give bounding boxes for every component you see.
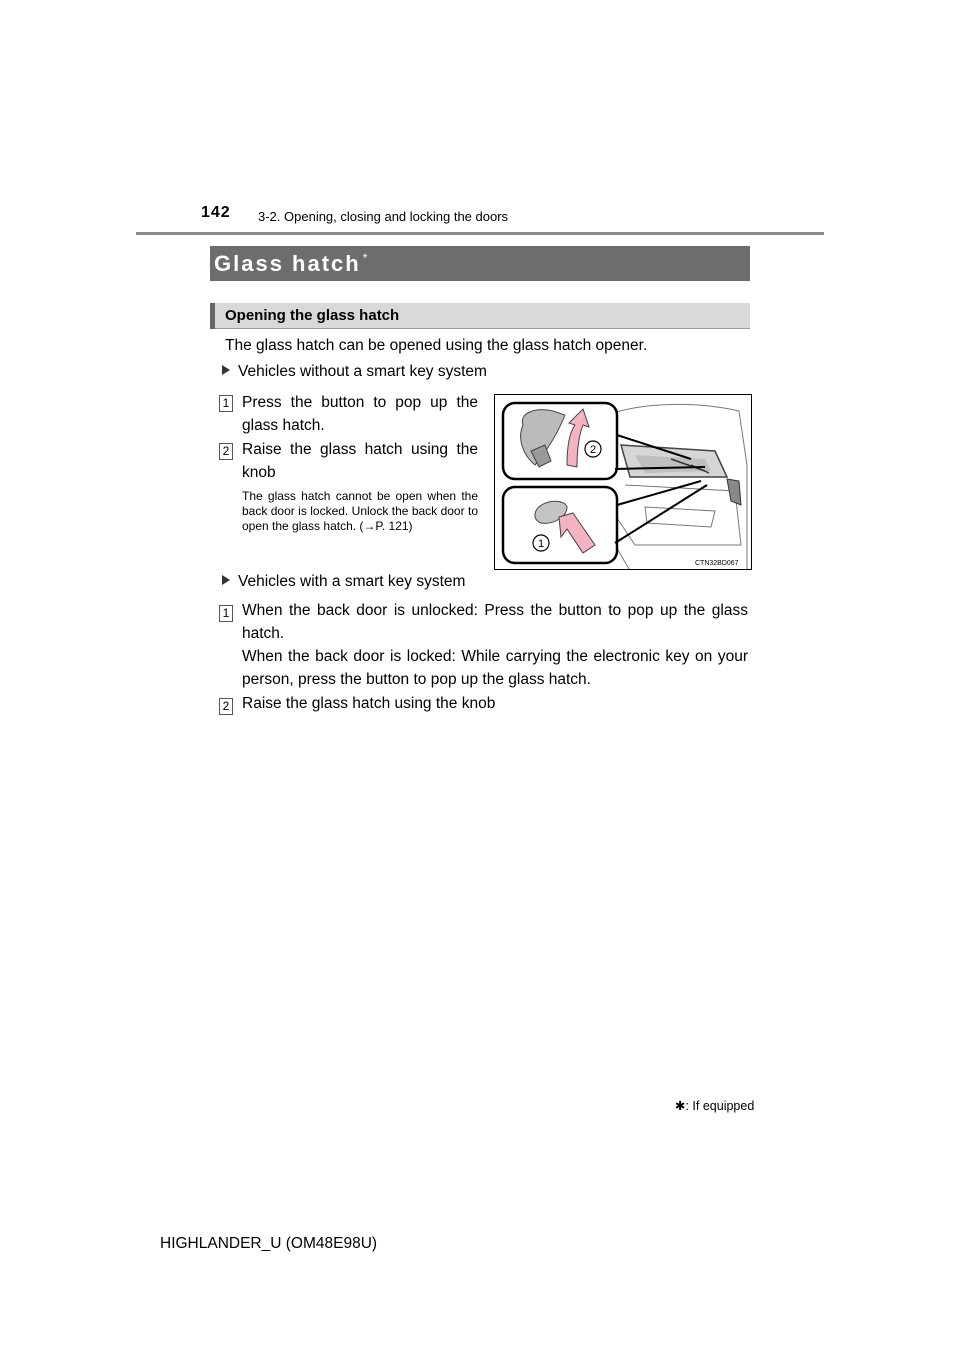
subsection-title: Opening the glass hatch [225, 307, 400, 324]
footnote: ✱: If equipped [675, 1099, 755, 1113]
subsection-accent [210, 303, 215, 329]
step-line-locked: When the back door is locked: While carrying the electronic key on your person, press the button to pop up the glass hatch. [242, 648, 748, 688]
section-title-text: Glass hatch [214, 251, 361, 276]
variant-label: Vehicles with a smart key system [238, 573, 466, 590]
triangle-bullet-icon [222, 575, 230, 585]
callout-2: 2 [589, 444, 597, 456]
chapter-header: 3-2. Opening, closing and locking the doors [258, 209, 509, 224]
variant-without-smart-key [222, 363, 487, 381]
header-divider [136, 232, 824, 235]
footer-model: HIGHLANDER_U (OM48E98U) [160, 1235, 378, 1252]
note-text: The glass hatch cannot be open when the back door is locked. Unlock the back door to open the glass hatch. (→P. 121) [242, 489, 478, 533]
step-number-badge: 1 [219, 605, 233, 622]
variant-with-smart-key [222, 573, 465, 591]
glass-hatch-diagram [495, 395, 751, 569]
glass-hatch-illustration [494, 394, 752, 570]
step-text: Raise the glass hatch using the knob [242, 441, 478, 481]
step-text: Raise the glass hatch using the knob [242, 695, 496, 712]
step-line-unlocked: When the back door is unlocked: Press the button to pop up the glass hatch. [242, 602, 748, 642]
step-number-badge: 2 [219, 443, 233, 460]
section-title [214, 251, 367, 277]
triangle-bullet-icon [222, 365, 230, 375]
step-number-badge: 2 [219, 698, 233, 715]
step-number-badge: 1 [219, 395, 233, 412]
figure-code: CTN32BD067 [695, 560, 739, 567]
step-text [242, 599, 748, 691]
intro-text: The glass hatch can be opened using the glass hatch opener. [225, 337, 648, 354]
callout-1: 1 [537, 538, 545, 550]
page-number: 142 [201, 204, 231, 221]
if-equipped-asterisk: * [362, 251, 368, 265]
step-text: Press the button to pop up the glass hatch. [242, 394, 478, 434]
variant-label: Vehicles without a smart key system [238, 363, 487, 380]
